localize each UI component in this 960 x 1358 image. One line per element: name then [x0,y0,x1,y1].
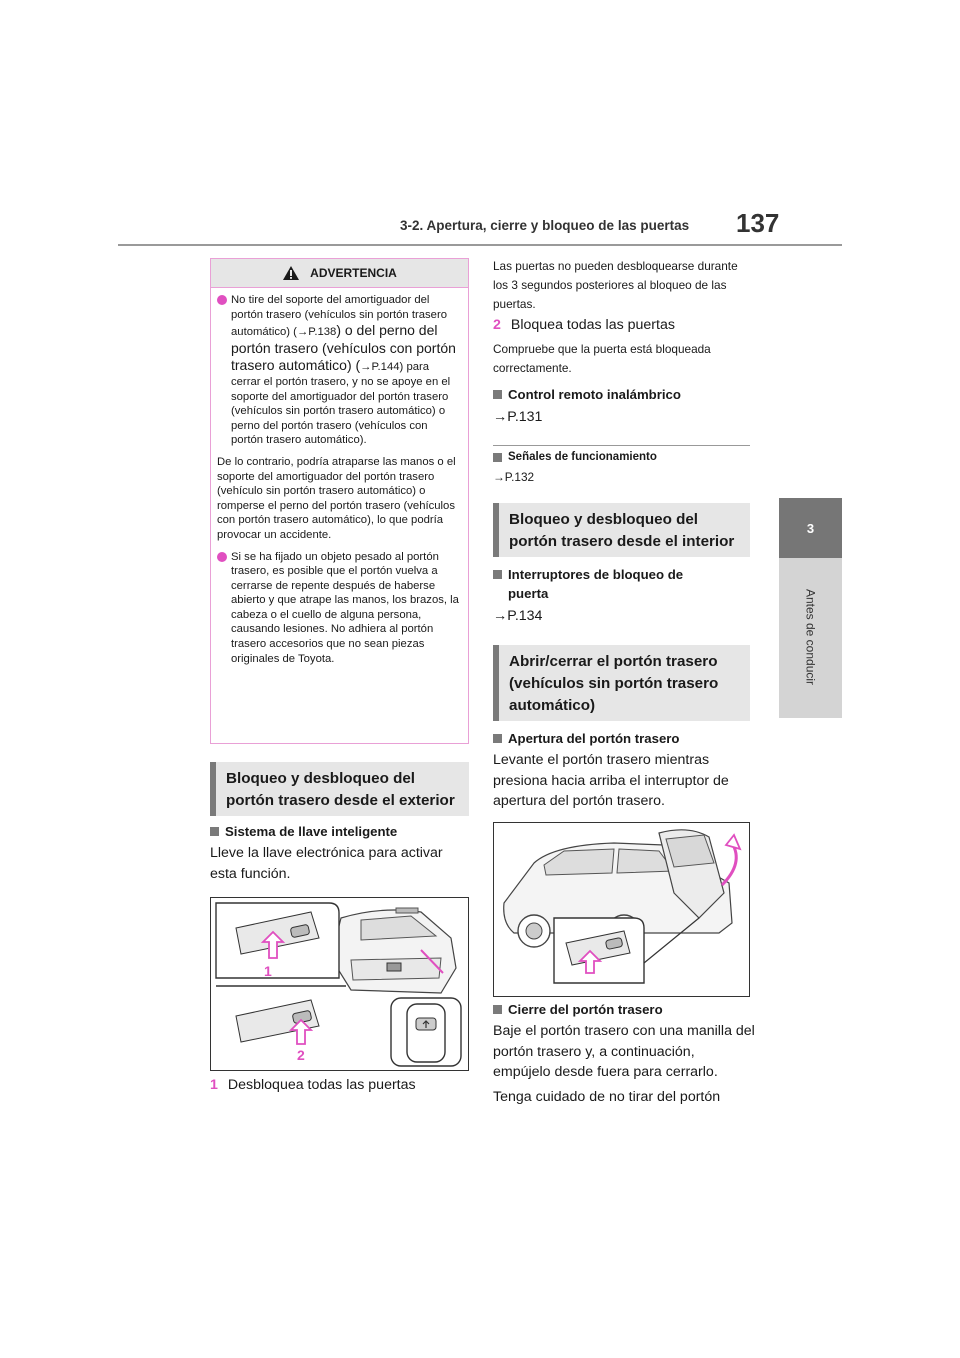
warning-triangle-icon [282,265,300,281]
figure-label-1: 1 [264,963,272,979]
page-ref-144[interactable]: →P.144 [360,361,400,374]
step-1-number: 1 [210,1077,218,1093]
divider [493,445,750,446]
page-ref-132[interactable]: →P.132 [493,470,535,484]
figure-tailgate-open [493,822,750,997]
square-bullet-icon [493,570,502,579]
section-title-open-close: Abrir/cerrar el portón trasero (vehículos sin portón trasero automático) [493,645,750,721]
page-number: 137 [736,208,780,238]
warning-paragraph: De lo contrario, podría atraparse las manos o el soporte del amortiguador del portón trasero (vehículo sin portón trasero automático) o romperse el perno del portón trasero (vehículos con portón trasero automático), lo que podría provocar un accidente. [217,455,456,541]
square-bullet-icon [493,734,502,743]
warning-header [211,259,468,288]
step-2 [493,315,675,336]
subheading-smart-key: Sistema de llave inteligente [210,824,397,839]
step-2-text: Bloquea todas las puertas [510,317,675,333]
step-1-text: Desbloquea todas las puertas [227,1077,416,1093]
chapter-number: 3 [806,520,815,536]
subheading-door-lock-switches: Interruptores de bloqueo de [493,567,683,582]
figure-smart-key [210,897,469,1071]
page-ref-131[interactable]: →P.131 [493,409,543,425]
subheading-opening: Apertura del portón trasero [493,731,679,746]
figure-label-2: 2 [297,1047,305,1063]
unlock-delay-note: Las puertas no pueden desbloquearse durante los 3 segundos posteriores al bloqueo de las puertas. [493,259,738,311]
step-2-number: 2 [493,317,501,333]
smart-key-text: Lleve la llave electrónica para activar esta función. [210,845,443,882]
step-2-note: Compruebe que la puerta está bloqueada correctamente. [493,342,711,375]
header-rule [118,244,842,246]
section-title-interior: Bloqueo y desbloqueo del portón trasero desde el interior [493,503,750,557]
square-bullet-icon [493,1005,502,1014]
warning-title: ADVERTENCIA [310,266,397,280]
square-bullet-icon [493,453,502,462]
page-ref-134[interactable]: →P.134 [493,608,543,624]
warning-bullet-1: No tire del soporte del amortiguador del portón trasero (vehículos sin portón trasero automático) (→P.138) o del perno del portón trasero (vehículos con portón trasero automático) (→P.144) para cerrar el portón trasero, y no se apoye en el soporte del amortiguador del portón trasero (vehículos sin portón trasero automático) o perno del portón trasero (vehículos con portón trasero automático). [217,293,460,448]
section-title-exterior: Bloqueo y desbloqueo del portón trasero desde el exterior [210,762,469,816]
subheading-closing: Cierre del portón trasero [493,1002,663,1017]
square-bullet-icon [210,827,219,836]
tailgate-illustration [494,823,750,997]
subheading-signals: Señales de funcionamiento [493,451,657,463]
bullet-dot-icon [217,295,227,305]
section-header-title: 3-2. Apertura, cierre y bloqueo de las puertas [400,218,690,233]
warning-box [210,258,469,744]
page-ref-138[interactable]: →P.138 [296,326,337,339]
bullet-dot-icon [217,552,227,562]
subheading-door-lock-switches-cont: puerta [508,586,549,601]
closing-text: Baje el portón trasero con una manilla del portón trasero y, a continuación, empújelo desde fuera para cerrarlo. [493,1023,755,1080]
closing-text-cont: Tenga cuidado de no tirar del portón [493,1089,721,1105]
smart-key-illustration [211,898,469,1071]
subheading-remote: Control remoto inalámbrico [493,387,681,402]
chapter-tab[interactable] [779,498,842,558]
chapter-title: Antes de conducir [803,588,818,686]
square-bullet-icon [493,390,502,399]
step-1 [210,1075,416,1096]
opening-text: Levante el portón trasero mientras presiona hacia arriba el interruptor de apertura del portón trasero. [493,752,729,809]
warning-bullet-2: Si se ha fijado un objeto pesado al portón trasero, es posible que el portón vuelva a cerrarse de repente después de haberse abierto y que atrape las manos, los brazos, la cabeza o el cuello de alguna persona, causando lesiones. No adhiera al portón trasero accesorios que no sean piezas originales de Toyota. [217,550,460,667]
